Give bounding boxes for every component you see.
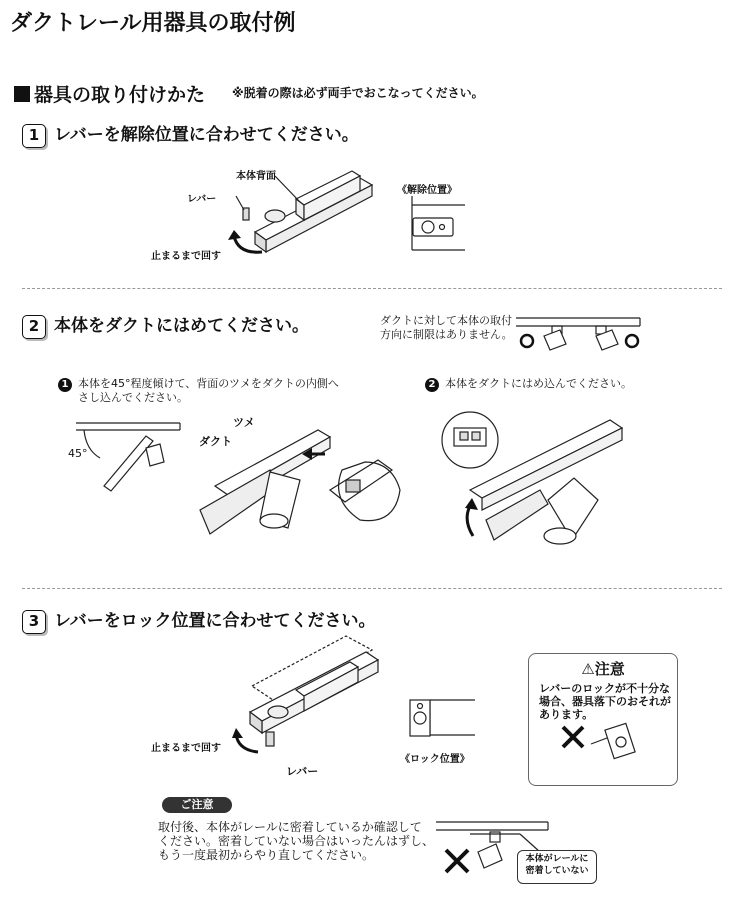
angle-label: 45° — [68, 447, 88, 460]
sub-1-line-1: 本体を45°程度傾けて、背面のツメをダクトの内側へ — [78, 377, 339, 390]
caution-line-3: あります。 — [539, 708, 594, 721]
label-lever-1: レバー — [187, 194, 217, 205]
warning-icon: ⚠ — [581, 660, 595, 678]
step-1-text: レバーを解除位置に合わせてください。 — [54, 125, 359, 145]
caution-title-text: 注意 — [594, 660, 625, 678]
bubble-line-1: 本体がレールに — [525, 854, 589, 864]
sub-1-badge: 1 — [58, 378, 72, 392]
label-lever-3: レバー — [286, 765, 319, 778]
note-line-1: 取付後、本体がレールに密着しているか確認して — [158, 820, 422, 834]
step-1-number: 1 — [22, 124, 46, 148]
sub-2-line: 本体をダクトにはめ込んでください。 — [445, 377, 632, 390]
caution-line-1: レバーのロックが不十分な — [539, 682, 671, 695]
label-turn-3: 止まるまで回す — [151, 743, 221, 754]
bubble-line-2: 密着していない — [525, 866, 589, 876]
note-line-2: ください。密着していない場合はいったんはずし、 — [158, 834, 435, 848]
label-duct: ダクト — [199, 435, 232, 448]
speech-bubble — [517, 850, 597, 884]
page-title: ダクトレール用器具の取付例 — [10, 11, 296, 36]
label-turn-1: 止まるまで回す — [151, 251, 221, 262]
direction-note-line-1: ダクトに対して本体の取付 — [380, 314, 512, 327]
step-3-number: 3 — [22, 610, 46, 634]
label-lock-position: 《ロック位置》 — [400, 754, 470, 765]
sub-2-badge: 2 — [425, 378, 439, 392]
section-note: ※脱着の際は必ず両手でおこなってください。 — [232, 86, 484, 100]
sub-1-text-line-2: さし込んでください。 — [78, 391, 188, 404]
label-release-position: 《解除位置》 — [397, 185, 457, 196]
step-2-number: 2 — [22, 315, 46, 339]
step-2-text: 本体をダクトにはめてください。 — [54, 316, 309, 336]
note-badge: ご注意 — [162, 797, 232, 813]
direction-note-line-2: 方向に制限はありません。 — [380, 328, 513, 341]
note-line-3: もう一度最初からやり直してください。 — [158, 848, 375, 862]
caution-line-2: 場合、器具落下のおそれが — [539, 695, 671, 708]
section-heading-text: 器具の取り付けかた — [34, 84, 206, 106]
step-3-text: レバーをロック位置に合わせてください。 — [54, 611, 376, 631]
label-back-surface: 本体背面 — [236, 171, 276, 182]
label-claw: ツメ — [233, 416, 255, 429]
